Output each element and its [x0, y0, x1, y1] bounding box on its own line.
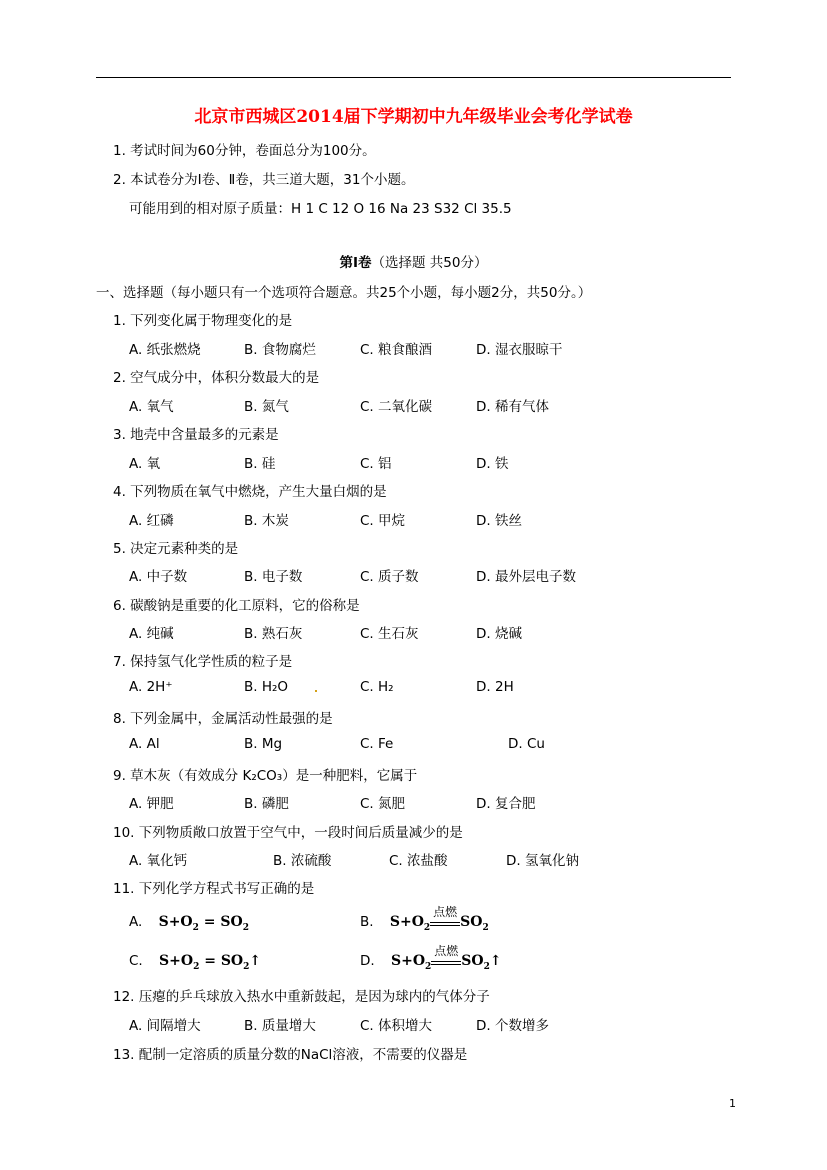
option-letter: D.: [360, 953, 375, 969]
eq-rhs: SO: [220, 914, 243, 930]
option-letter: A.: [129, 914, 143, 930]
gas-arrow-icon: ↑: [249, 953, 262, 969]
option-a: A. 纸张燃烧: [129, 342, 201, 358]
section-title-rest: （选择题 共50分）: [371, 255, 488, 271]
question-stem: 3. 地壳中含量最多的元素是: [113, 427, 279, 443]
option-a: A. 氧气: [129, 399, 174, 415]
option-c: C. 质子数: [360, 569, 419, 585]
option-a: [129, 914, 249, 933]
option-b: B. H₂O: [244, 679, 289, 695]
option-a: A. 间隔增大: [129, 1018, 201, 1034]
question-stem: 11. 下列化学方程式书写正确的是: [113, 881, 315, 897]
question-stem: 2. 空气成分中，体积分数最大的是: [113, 370, 320, 386]
page-number: 1: [729, 1097, 736, 1110]
eq-sub: 2: [242, 922, 249, 933]
option-c: C. 氮肥: [360, 796, 406, 812]
section-title-bold: 第Ⅰ卷: [339, 255, 372, 271]
condition-text: 点燃: [433, 905, 458, 919]
option-b: B. Mg: [244, 736, 283, 752]
eq-sign: =: [204, 953, 216, 969]
option-letter: B.: [360, 914, 374, 930]
option-c: C. 铝: [360, 456, 392, 472]
double-line: [430, 922, 460, 926]
header-rule: [96, 77, 731, 78]
option-a: A. 红磷: [129, 513, 174, 529]
note-1: 1. 考试时间为60分钟，卷面总分为100分。: [113, 143, 376, 159]
option-c: C. 粮食酿酒: [360, 342, 433, 358]
option-d: D. 稀有气体: [476, 399, 549, 415]
option-d: [360, 944, 502, 972]
option-c: C. H₂: [360, 679, 394, 695]
eq-rhs: SO: [220, 953, 244, 969]
eq-sub: 2: [482, 922, 489, 933]
option-d: D. 铁丝: [476, 513, 522, 529]
option-d: D. 复合肥: [476, 796, 536, 812]
section-title: [0, 251, 827, 271]
eq-sub: 2: [425, 961, 432, 972]
eq-lhs: S+O: [390, 953, 426, 969]
double-line: [431, 961, 461, 965]
option-d: D. 最外层电子数: [476, 569, 576, 585]
option-a: A. 氧: [129, 456, 161, 472]
eq-lhs: S+O: [159, 953, 194, 969]
option-c: C. 体积增大: [360, 1018, 433, 1034]
question-stem: 1. 下列变化属于物理变化的是: [113, 313, 293, 329]
option-b: B. 熟石灰: [244, 626, 303, 642]
eq-rhs: SO: [460, 914, 483, 930]
option-d: D. 个数增多: [476, 1018, 549, 1034]
exam-title: 北京市西城区2014届下学期初中九年级毕业会考化学试卷: [194, 107, 633, 127]
option-d: D. 烧碱: [476, 626, 522, 642]
question-stem: 4. 下列物质在氧气中燃烧，产生大量白烟的是: [113, 484, 387, 500]
option-a: A. 氧化钙: [129, 853, 188, 869]
eq-sub: 2: [483, 961, 490, 972]
option-c: C. 二氧化碳: [360, 399, 433, 415]
stray-mark: [315, 690, 317, 692]
eq-lhs: S+O: [158, 914, 193, 930]
question-stem: 8. 下列金属中，金属活动性最强的是: [113, 711, 333, 727]
reaction-condition: [430, 905, 460, 926]
option-c: C. 生石灰: [360, 626, 419, 642]
condition-text: 点燃: [434, 944, 459, 958]
option-b: B. 电子数: [244, 569, 303, 585]
option-c: C. 浓盐酸: [389, 853, 448, 869]
option-b: B. 磷肥: [244, 796, 289, 812]
option-b: B. 氮气: [244, 399, 289, 415]
eq-sub: 2: [193, 961, 200, 972]
question-stem: 6. 碳酸钠是重要的化工原料，它的俗称是: [113, 598, 360, 614]
option-b: B. 食物腐烂: [244, 342, 316, 358]
option-a: A. 纯碱: [129, 626, 174, 642]
equation-d: [390, 944, 502, 972]
option-b: B. 浓硫酸: [273, 853, 332, 869]
eq-sub: 2: [192, 922, 199, 933]
equation-c: [159, 953, 262, 972]
gas-arrow-icon: ↑: [489, 953, 502, 969]
option-d: D. 2H: [476, 679, 514, 695]
option-b: B. 硅: [244, 456, 276, 472]
eq-sub: 2: [243, 961, 250, 972]
equation-b: [389, 905, 489, 933]
option-d: D. 氢氧化钠: [506, 853, 579, 869]
question-stem: 5. 决定元素种类的是: [113, 541, 239, 557]
option-a: A. 2H⁺: [129, 679, 173, 695]
option-c: C. 甲烷: [360, 513, 406, 529]
option-b: B. 木炭: [244, 513, 289, 529]
option-b: B. 质量增大: [244, 1018, 316, 1034]
option-d: D. 湿衣服晾干: [476, 342, 563, 358]
question-stem: 10. 下列物质敞口放置于空气中，一段时间后质量减少的是: [113, 825, 463, 841]
eq-sub: 2: [423, 922, 431, 933]
question-stem: 12. 压瘪的乒乓球放入热水中重新鼓起，是因为球内的气体分子: [113, 989, 490, 1005]
atomic-mass-note: 可能用到的相对原子质量：H 1 C 12 O 16 Na 23 S32 Cl 35.5: [129, 201, 512, 217]
eq-lhs: S+O: [389, 914, 424, 930]
note-2: 2. 本试卷分为Ⅰ卷、Ⅱ卷，共三道大题，31个小题。: [113, 172, 415, 188]
option-a: A. 钾肥: [129, 796, 174, 812]
equation-a: [158, 914, 249, 933]
eq-rhs: SO: [461, 953, 484, 969]
option-letter: C.: [129, 953, 143, 969]
question-stem: 7. 保持氢气化学性质的粒子是: [113, 654, 293, 670]
option-d: D. Cu: [508, 736, 545, 752]
option-a: A. 中子数: [129, 569, 188, 585]
option-a: A. Al: [129, 736, 160, 752]
eq-sign: =: [203, 914, 216, 930]
option-d: D. 铁: [476, 456, 509, 472]
reaction-condition: [431, 944, 461, 965]
question-stem: 13. 配制一定溶质的质量分数的NaCl溶液，不需要的仪器是: [113, 1047, 468, 1063]
option-b: [360, 905, 489, 933]
question-stem: 9. 草木灰（有效成分 K₂CO₃）是一种肥料，它属于: [113, 768, 418, 784]
option-c: C. Fe: [360, 736, 394, 752]
option-c: [129, 953, 261, 972]
part-heading: 一、选择题（每小题只有一个选项符合题意。共25个小题，每小题2分，共50分。）: [96, 285, 592, 301]
